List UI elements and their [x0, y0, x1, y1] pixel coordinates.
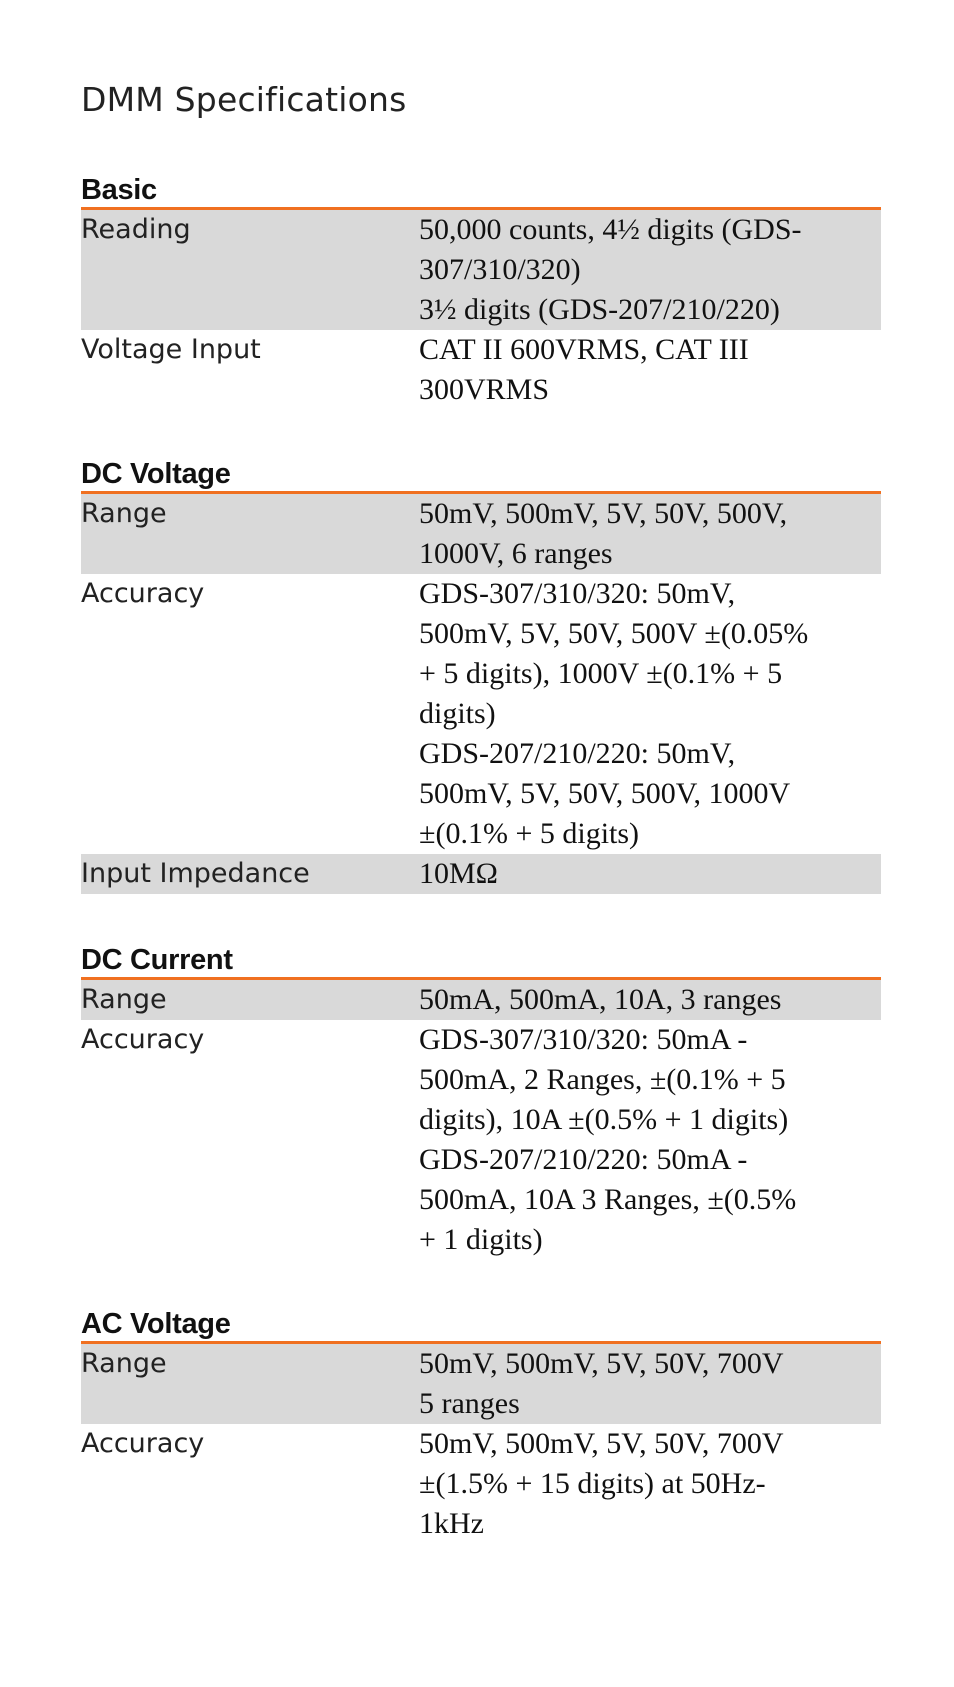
- spec-label: Voltage Input: [81, 334, 261, 365]
- spec-value-line: + 1 digits): [419, 1223, 543, 1256]
- spec-value-line: 500mV, 5V, 50V, 500V ±(0.05%: [419, 617, 809, 650]
- spec-label: Accuracy: [81, 1024, 205, 1055]
- spec-value-line: 50mV, 500mV, 5V, 50V, 500V,: [419, 497, 788, 530]
- section-dc-current: [81, 943, 881, 1260]
- spec-row-range: [81, 1344, 881, 1424]
- section-heading: Basic: [81, 173, 881, 210]
- spec-label: Accuracy: [81, 1428, 205, 1459]
- spec-value: [419, 574, 881, 854]
- spec-value-line: 3½ digits (GDS-207/210/220): [419, 293, 780, 326]
- spec-row-accuracy: [81, 1424, 881, 1544]
- spec-label: Range: [81, 984, 167, 1015]
- spec-value-line: GDS-207/210/220: 50mA -: [419, 1143, 748, 1176]
- section-heading: DC Current: [81, 943, 881, 980]
- spec-value-line: + 5 digits), 1000V ±(0.1% + 5: [419, 657, 783, 690]
- spec-value-line: 50mV, 500mV, 5V, 50V, 700V: [419, 1347, 784, 1380]
- spec-value: [419, 854, 881, 894]
- spec-row-input-impedance: [81, 854, 881, 894]
- spec-value: [419, 1424, 881, 1544]
- spec-label: Reading: [81, 214, 191, 245]
- spec-label: Range: [81, 1348, 167, 1379]
- spec-row-accuracy: [81, 574, 881, 854]
- spec-value: [419, 210, 881, 330]
- spec-value: [419, 494, 881, 574]
- spec-value-line: ±(1.5% + 15 digits) at 50Hz-: [419, 1467, 766, 1500]
- spec-value-line: 300VRMS: [419, 373, 550, 406]
- spec-value-line: GDS-307/310/320: 50mV,: [419, 577, 736, 610]
- spec-row-voltage-input: [81, 330, 881, 410]
- spec-label: Input Impedance: [81, 858, 310, 889]
- spec-label: Range: [81, 498, 167, 529]
- spec-value-line: 1000V, 6 ranges: [419, 537, 613, 570]
- spec-row-range: [81, 494, 881, 574]
- spec-value-line: ±(0.1% + 5 digits): [419, 817, 640, 850]
- spec-value-line: GDS-207/210/220: 50mV,: [419, 737, 736, 770]
- spec-value-line: 10MΩ: [419, 857, 498, 890]
- spec-value-line: 500mV, 5V, 50V, 500V, 1000V: [419, 777, 791, 810]
- spec-value-line: CAT II 600VRMS, CAT III: [419, 333, 749, 366]
- spec-value-line: 50mV, 500mV, 5V, 50V, 700V: [419, 1427, 784, 1460]
- spec-value-line: digits), 10A ±(0.5% + 1 digits): [419, 1103, 789, 1136]
- spec-value-line: 1kHz: [419, 1507, 484, 1540]
- spec-value: [419, 980, 881, 1020]
- section-ac-voltage: [81, 1307, 881, 1544]
- spec-value-line: 500mA, 10A 3 Ranges, ±(0.5%: [419, 1183, 797, 1216]
- spec-value-line: 500mA, 2 Ranges, ±(0.1% + 5: [419, 1063, 786, 1096]
- spec-value: [419, 1344, 881, 1424]
- page-title: DMM Specifications: [81, 80, 407, 119]
- spec-row-reading: [81, 210, 881, 330]
- spec-value-line: digits): [419, 697, 496, 730]
- section-basic: [81, 173, 881, 410]
- spec-label: Accuracy: [81, 578, 205, 609]
- section-dc-voltage: [81, 457, 881, 894]
- spec-value-line: 50mA, 500mA, 10A, 3 ranges: [419, 983, 782, 1016]
- spec-row-accuracy: [81, 1020, 881, 1260]
- spec-value: [419, 330, 881, 410]
- spec-value-line: GDS-307/310/320: 50mA -: [419, 1023, 748, 1056]
- spec-row-range: [81, 980, 881, 1020]
- spec-value-line: 50,000 counts, 4½ digits (GDS-: [419, 213, 802, 246]
- section-heading: DC Voltage: [81, 457, 881, 494]
- spec-value: [419, 1020, 881, 1260]
- section-heading: AC Voltage: [81, 1307, 881, 1344]
- spec-value-line: 5 ranges: [419, 1387, 520, 1420]
- spec-value-line: 307/310/320): [419, 253, 581, 286]
